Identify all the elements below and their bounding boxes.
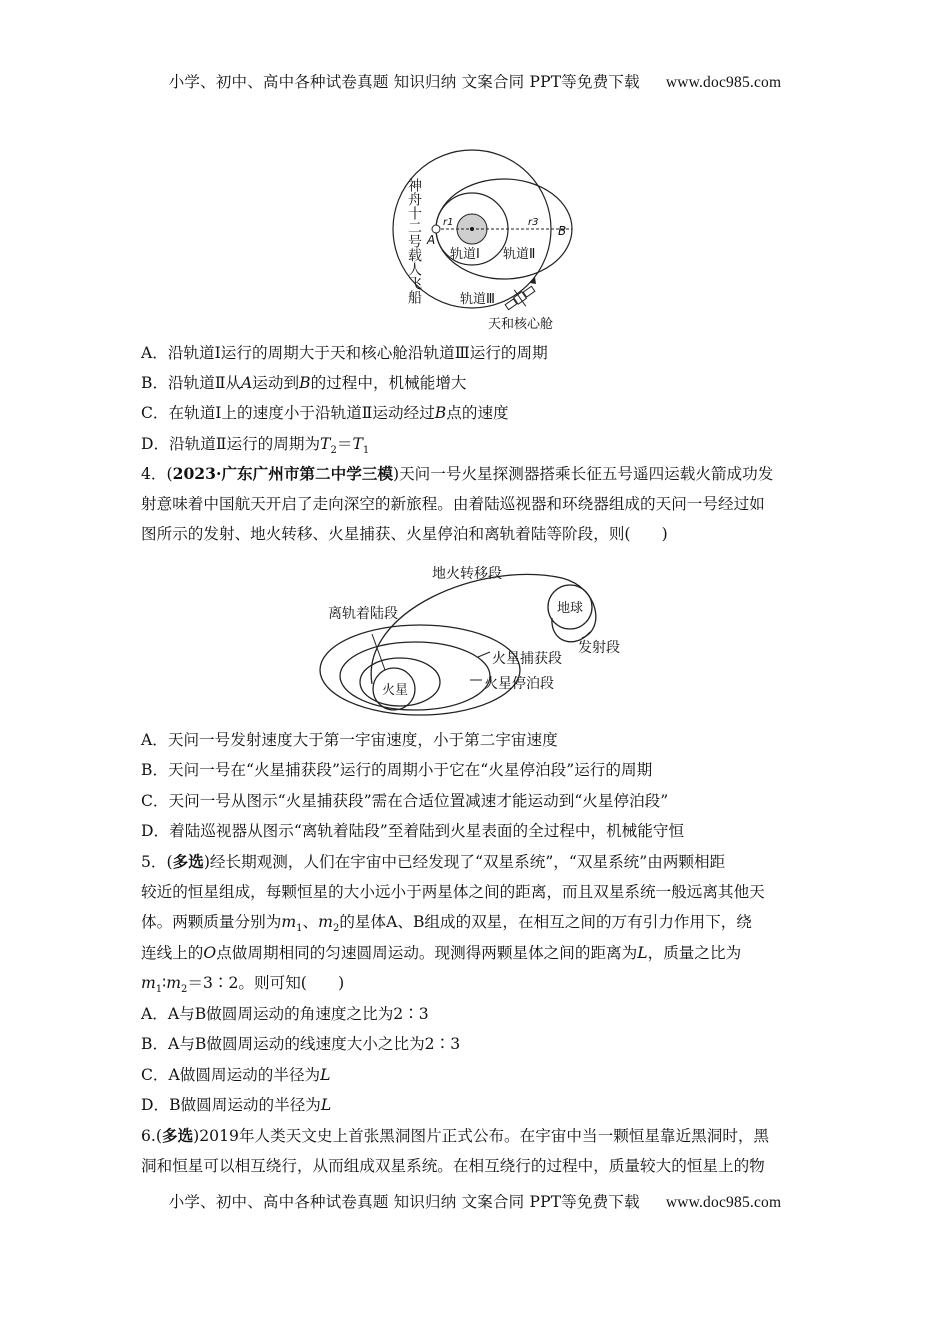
label-r3: r3 — [528, 217, 539, 228]
station-label: 天和核心舱 — [488, 317, 554, 332]
earth-label: 地球 — [557, 601, 584, 616]
page-footer — [0, 1190, 950, 1212]
label-a: A — [427, 233, 436, 247]
q5-stem-line-2: 较近的恒星组成，每颗恒星的大小远小于两星体之间的距离，而且双星系统一般远离其他天 — [141, 883, 765, 901]
q4-option-d: D．着陆巡视器从图示“离轨着陆段”至着陆到火星表面的全过程中，机械能守恒 — [141, 822, 685, 840]
q5-option-a: A．A与B做圆周运动的角速度之比为2∶3 — [141, 1005, 429, 1023]
q5-stem-line-3: 体。两颗质量分别为$m_1$、$m_2$的星体A、B组成的双星，在相互之间的万有引力作用下，绕 — [141, 913, 752, 935]
header-url[interactable]: www.doc985.com — [665, 74, 782, 91]
header-text: 小学、初中、高中各种试卷真题 知识归纳 文案合同 PPT等免费下载 — [168, 73, 640, 91]
q3-option-d: D．沿轨道Ⅱ运行的周期为$T_2=T_1$ — [141, 435, 370, 457]
deorbit-label: 离轨着陆段 — [328, 606, 398, 622]
q6-tag: 多选 — [161, 1126, 194, 1145]
orbit-2-label: 轨道Ⅱ — [503, 247, 536, 262]
orbit-diagram — [380, 148, 580, 338]
q4-stem-line-1: 4．(2023·广东广州市第二中学三模)天问一号火星探测器搭乘长征五号遥四运载火箭成功发 — [141, 464, 774, 483]
q3-option-b: B．沿轨道Ⅱ从A运动到B的过程中，机械能增大 — [141, 374, 467, 392]
q5-option-b: B．A与B做圆周运动的线速度大小之比为2∶3 — [141, 1035, 461, 1053]
capture-label: 火星捕获段 — [492, 651, 562, 667]
q3-option-a: A．沿轨道Ⅰ运行的周期大于天和核心舱沿轨道Ⅲ运行的周期 — [141, 344, 548, 362]
transfer-label: 地火转移段 — [432, 566, 502, 582]
launch-label: 发射段 — [578, 640, 620, 656]
q5-stem-line-1: 5．(多选)经长期观测，人们在宇宙中已经发现了“双星系统”，“双星系统”由两颗相距 — [141, 852, 726, 871]
transfer-path — [371, 574, 596, 684]
q5-tag: 多选 — [172, 852, 204, 871]
spacecraft-label: 神舟十二号载人飞船 — [406, 178, 422, 304]
q4-option-a: A．天问一号发射速度大于第一宇宙速度，小于第二宇宙速度 — [141, 731, 558, 749]
orbit-3-label: 轨道Ⅲ — [460, 292, 495, 307]
q5-stem-line-4: 连线上的O点做周期相同的匀速圆周运动。现测得两颗星体之间的距离为L，质量之比为 — [141, 944, 742, 962]
label-b: B — [558, 224, 567, 238]
orbit-1-label: 轨道Ⅰ — [450, 247, 480, 262]
q6-stem-line-1: 6.(多选)2019年人类天文史上首张黑洞图片正式公布。在宇宙中当一颗恒星靠近黑洞时，黑 — [141, 1126, 770, 1145]
parking-orbit — [340, 642, 490, 710]
q4-source: 2023·广东广州市第二中学三模 — [172, 464, 393, 483]
direction-arrow-icon — [530, 277, 536, 284]
capture-leader-line — [478, 652, 490, 657]
q6-stem-line-2: 洞和恒星可以相互绕行，从而组成双星系统。在相互绕行的过程中，质量较大的恒星上的物 — [141, 1157, 765, 1175]
parking-label: 火星停泊段 — [484, 676, 554, 692]
q5-stem-line-5: $m_1∶m_2=3∶2$。则可知( ) — [141, 974, 345, 996]
station-icon — [501, 281, 539, 316]
q5-option-d: D．B做圆周运动的半径为L — [141, 1096, 332, 1114]
footer-url[interactable]: www.doc985.com — [665, 1194, 782, 1211]
deorbit-leader-line — [372, 634, 385, 670]
mars-label: 火星 — [382, 683, 409, 698]
q4-option-b: B．天问一号在“火星捕获段”运行的周期小于它在“火星停泊段”运行的周期 — [141, 761, 653, 779]
capture-orbit — [320, 625, 520, 715]
q4-option-c: C．天问一号从图示“火星捕获段”需在合适位置减速才能运动到“火星停泊段” — [141, 792, 669, 810]
q4-stem-line-2: 射意味着中国航天开启了走向深空的新旅程。由着陆巡视器和环绕器组成的天问一号经过如 — [141, 495, 765, 513]
point-a-dot — [432, 225, 440, 233]
footer-text: 小学、初中、高中各种试卷真题 知识归纳 文案合同 PPT等免费下载 — [168, 1193, 640, 1211]
q5-option-c: C．A做圆周运动的半径为L — [141, 1066, 331, 1084]
label-r1: r1 — [443, 217, 454, 228]
q4-stem-line-3: 图所示的发射、地火转移、火星捕获、火星停泊和离轨着陆等阶段，则( ) — [141, 525, 668, 543]
q3-option-c: C．在轨道Ⅰ上的速度小于沿轨道Ⅱ运动经过B点的速度 — [141, 404, 509, 422]
page-header — [0, 70, 950, 92]
launch-path — [552, 618, 590, 642]
tianwen-trajectory-diagram — [300, 552, 630, 724]
